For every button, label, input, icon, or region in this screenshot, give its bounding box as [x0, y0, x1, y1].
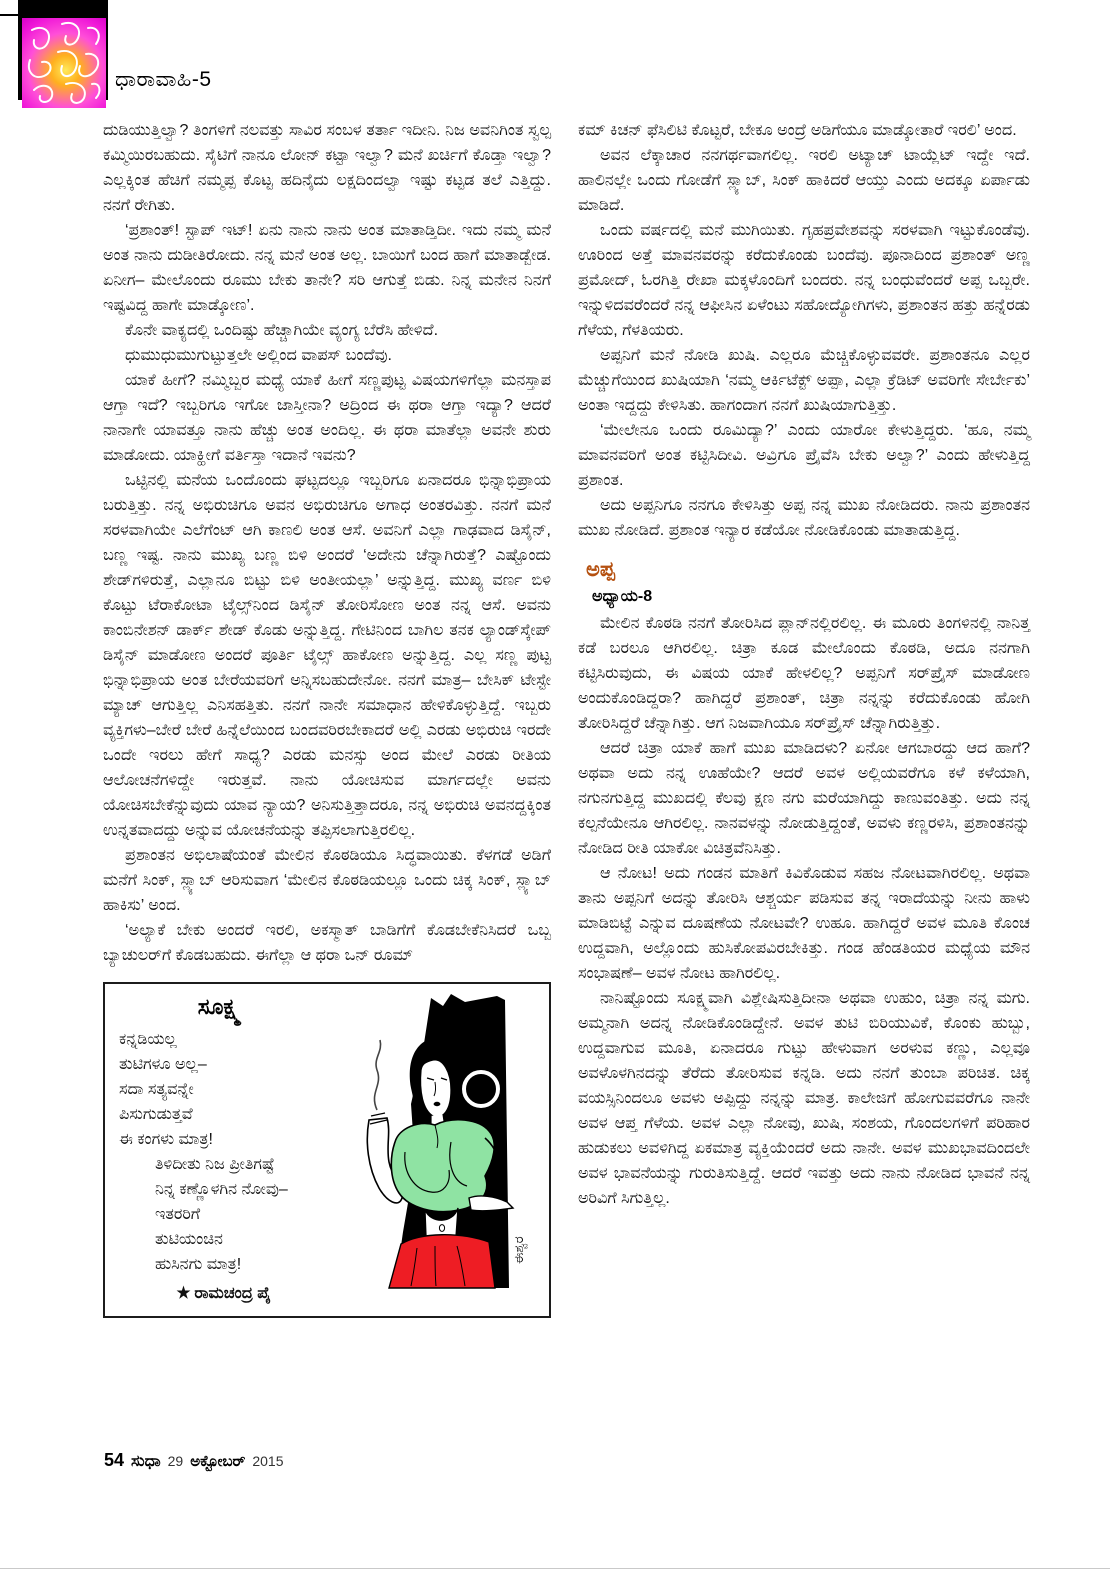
poem-line: ಸದಾ ಸತ್ಯವನ್ನೇ: [119, 1081, 194, 1098]
poem-title: ಸೂಕ್ಷ್ಮ: [197, 994, 241, 1019]
paragraph: ದುಡಿಯುತ್ತಿಲ್ವಾ? ತಿಂಗಳಿಗೆ ನಲವತ್ತು ಸಾವಿರ ಸಂಬಳ ತರ್ತಾ ಇದೀನಿ. ನಿಜ ಅವನಿಗಿಂತ ಸ್ವಲ್ಪ ಕಮ್ಮಿಯಿರಬಹುದು. ಸೈಟಿಗೆ ನಾನೂ ಲೋನ್ ಕಟ್ಟಾ ಇಲ್ವಾ? ಮನೆ ಖರ್ಚಿಗೆ ಕೊಡ್ತಾ ಇಲ್ವಾ? ಎಲ್ಲಕ್ಕಿಂತ ಹೆಚಿಗೆ ನಮ್ಮಪ್ಪ ಕೊಟ್ಟ ಹದಿನೈದು ಲಕ್ಷದಿಂದಲ್ವಾ ಇಷ್ಟು ಕಟ್ಟಡ ತಲೆ ಎತ್ತಿದ್ದು. ನನಗೆ ರೇಗಿತು.: [103, 122, 551, 214]
right-column: [578, 118, 1030, 1211]
paragraph: ಕೊನೇ ವಾಕ್ಯದಲ್ಲಿ ಒಂದಿಷ್ಟು ಹೆಚ್ಚಾಗಿಯೇ ವ್ಯಂಗ್ಯ ಬೆರೆಸಿ ಹೇಳಿದೆ.: [125, 322, 439, 339]
poem-line: ಪಿಸುಗುಡುತ್ತವೆ: [119, 1106, 193, 1123]
section-title: ಅಪ್ಪ: [586, 558, 615, 581]
paragraph: ‘ಅಲ್ಯಾಕೆ ಬೇಕು ಅಂದರೆ ಇರಲಿ, ಅಕಸ್ಮಾತ್ ಬಾಡಿಗೆಗೆ ಕೊಡಬೇಕೆನಿಸಿದರೆ ಒಬ್ಬ ಬ್ಯಾಚುಲರ್‌ಗೆ ಕೊಡಬಹುದು. ಈಗೆಲ್ಲಾ ಆ ಥರಾ ಒನ್ ರೂಮ್: [103, 922, 551, 964]
poem-line: ತುಟಿಯಂಚಿನ: [155, 1231, 223, 1248]
paragraph: ಅವನ ಲೆಕ್ಕಾಚಾರ ನನಗರ್ಥವಾಗಲಿಲ್ಲ. ಇರಲಿ ಅಟ್ಯಾಚ್ ಟಾಯ್ಲೆಟ್ ಇದ್ದೇ ಇದೆ. ಹಾಲಿನಲ್ಲೇ ಒಂದು ಗೋಡೆಗೆ ಸ್ಲ್ಯಾಬ್, ಸಿಂಕ್ ಹಾಕಿದರೆ ಆಯ್ತು ಎಂದು ಅದಕ್ಕೂ ಏರ್ಪಾಡು ಮಾಡಿದೆ.: [578, 147, 1030, 214]
paragraph: ನಾನಿಷ್ಟೊಂದು ಸೂಕ್ಷ್ಮವಾಗಿ ವಿಶ್ಲೇಷಿಸುತ್ತಿದೀನಾ ಅಥವಾ ಉಹುಂ, ಚಿತ್ರಾ ನನ್ನ ಮಗು. ಅಮ್ಮನಾಗಿ ಅದನ್ನ ನೋಡಿಕೊಂಡಿದ್ದೇನೆ. ಅವಳ ತುಟಿ ಬಿರಿಯುವಿಕೆ, ಕೊಂಕು ಹುಬ್ಬು, ಉದ್ದವಾಗುವ ಮೂತಿ, ಏನಾದರೂ ಗುಟ್ಟು ಹೇಳುವಾಗ ಅರಳುವ ಕಣ್ಣು, ಎಲ್ಲವೂ ಅವಳೊಳಗಿನದನ್ನು ತೆರೆದು ತೋರಿಸುವ ಕನ್ನಡಿ. ಅದು ನನಗೆ ತುಂಬಾ ಪರಿಚಿತ. ಚಿಕ್ಕ ವಯಸ್ಸಿನಿಂದಲೂ ಅವಳು ಅಪ್ಪಿದ್ದು ನನ್ನನ್ನು ಮಾತ್ರ. ಕಾಲೇಜಿಗೆ ಹೋಗುವವರೆಗೂ ನಾನೇ ಅವಳ ಆಪ್ತ ಗೆಳೆಯ. ಅವಳ ಎಲ್ಲಾ ನೋವು, ಖುಷಿ, ಸಂಶಯ, ಗೊಂದಲಗಳಿಗೆ ಪರಿಹಾರ ಹುಡುಕಲು ಅವಳಿಗಿದ್ದ ಏಕಮಾತ್ರ ವ್ಯಕ್ತಿಯೆಂದರೆ ಅದು ನಾನೇ. ಅವಳ ಮುಖಭಾವದಿಂದಲೇ ಅವಳ ಭಾವನೆಯನ್ನು ಗುರುತಿಸುತ್ತಿದ್ದೆ. ಆದರೆ ಇವತ್ತು ಅದು ನಾನು ನೋಡಿದ ಭಾವನೆ ನನ್ನ ಅರಿವಿಗೆ ಸಿಗುತ್ತಿಲ್ಲ.: [578, 990, 1030, 1207]
paragraph: ಒಟ್ಟಿನಲ್ಲಿ ಮನೆಯ ಒಂದೊಂದು ಘಟ್ಟದಲ್ಲೂ ಇಬ್ಬರಿಗೂ ಏನಾದರೂ ಭಿನ್ನಾಭಿಪ್ರಾಯ ಬರುತ್ತಿತ್ತು. ನನ್ನ ಅಭಿರುಚಿಗೂ ಅವನ ಅಭಿರುಚಿಗೂ ಅಗಾಧ ಅಂತರವಿತ್ತು. ನನಗೆ ಮನೆ ಸರಳವಾಗಿಯೇ ಎಲೆಗೆಂಟ್ ಆಗಿ ಕಾಣಲಿ ಅಂತ ಆಸೆ. ಅವನಿಗೆ ಎಲ್ಲಾ ಗಾಢವಾದ ಡಿಸೈನ್, ಬಣ್ಣ ಇಷ್ಟ. ನಾನು ಮುಖ್ಯ ಬಣ್ಣ ಬಿಳಿ ಅಂದರೆ ‘ಅದೇನು ಚೆನ್ನಾಗಿರುತ್ತೆ? ಎಷ್ಟೊಂದು ಶೇಡ್‌ಗಳಿರುತ್ತೆ, ಎಲ್ಲಾನೂ ಬಿಟ್ಟು ಬಿಳಿ ಅಂತೀಯಲ್ಲಾ’ ಅನ್ನುತ್ತಿದ್ದ. ಮುಖ್ಯ ವರ್ಣ ಬಿಳಿ ಕೊಟ್ಟು ಟೆರಾಕೋಟಾ ಟೈಲ್ಸ್‌ನಿಂದ ಡಿಸೈನ್ ತೋರಿಸೋಣ ಅಂತ ನನ್ನ ಆಸೆ. ಅವನು ಕಾಂಬಿನೇಶನ್ ಡಾರ್ಕ್ ಶೇಡ್ ಕೊಡು ಅನ್ನುತ್ತಿದ್ದ. ಗೇಟಿನಿಂದ ಬಾಗಿಲ ತನಕ ಲ್ಯಾಂಡ್‌ಸ್ಕೇಪ್ ಡಿಸೈನ್ ಮಾಡೋಣ ಅಂದರೆ ಪೂರ್ತಿ ಟೈಲ್ಸ್ ಹಾಕೋಣ ಅನ್ನುತ್ತಿದ್ದ. ಎಲ್ಲ ಸಣ್ಣ ಪುಟ್ಟ ಭಿನ್ನಾಭಿಪ್ರಾಯ ಅಂತ ಬೇರೆಯವರಿಗೆ ಅನ್ನಿಸಬಹುದೇನೋ. ನನಗೆ ಮಾತ್ರ– ಬೇಸಿಕ್ ಟೇಸ್ಟೇ ಮ್ಯಾಚ್ ಆಗುತ್ತಿಲ್ಲ ಎನಿಸಹತ್ತಿತು. ನನಗೆ ನಾನೇ ಸಮಾಧಾನ ಹೇಳಿಕೊಳ್ಳುತ್ತಿದ್ದೆ. ಇಬ್ಬರು ವ್ಯಕ್ತಿಗಳು–ಬೇರೆ ಬೇರೆ ಹಿನ್ನೆಲೆಯಿಂದ ಬಂದವರಿರಬೇಕಾದರೆ ಅಲ್ಲಿ ಎರಡು ಅಭಿರುಚಿ ಇರದೇ ಒಂದೇ ಇರಲು ಹೇಗೆ ಸಾಧ್ಯ? ಎರಡು ಮನಸ್ಸು ಅಂದ ಮೇಲೆ ಎರಡು ರೀತಿಯ ಆಲೋಚನೆಗಳಿದ್ದೇ ಇರುತ್ತವೆ. ನಾನು ಯೋಚಿಸುವ ಮಾರ್ಗದಲ್ಲೇ ಅವನು ಯೋಚಿಸಬೇಕೆನ್ನುವುದು ಯಾವ ನ್ಯಾಯ? ಅನಿಸುತ್ತಿತ್ತಾದರೂ, ನನ್ನ ಅಭಿರುಚಿ ಅವನದ್ದಕ್ಕಿಂತ ಉನ್ನತವಾದದ್ದು ಅನ್ನುವ ಯೋಚನೆಯನ್ನು ತಪ್ಪಿಸಲಾಗುತ್ತಿರಲಿಲ್ಲ.: [103, 472, 551, 839]
poem-stanza-1: [119, 1027, 333, 1152]
paragraph: ಮೇಲಿನ ಕೊಠಡಿ ನನಗೆ ತೋರಿಸಿದ ಪ್ಲಾನ್‌ನಲ್ಲಿರಲಿಲ್ಲ. ಈ ಮೂರು ತಿಂಗಳಿನಲ್ಲಿ ನಾನಿತ್ತ ಕಡೆ ಬರಲೂ ಆಗಿರಲಿಲ್ಲ. ಚಿತ್ರಾ ಕೂಡ ಮೇಲೊಂದು ಕೊಠಡಿ, ಅದೂ ನನಗಾಗಿ ಕಟ್ಟಿಸಿರುವುದು, ಈ ವಿಷಯ ಯಾಕೆ ಹೇಳಲಿಲ್ಲ? ಅಪ್ಪನಿಗೆ ಸರ್‌ಪ್ರೈಸ್ ಮಾಡೋಣ ಅಂದುಕೊಂಡಿದ್ದರಾ? ಹಾಗಿದ್ದರೆ ಪ್ರಶಾಂತ್, ಚಿತ್ರಾ ನನ್ನನ್ನು ಕರೆದುಕೊಂಡು ಹೋಗಿ ತೋರಿಸಿದ್ದರೆ ಚೆನ್ನಾಗಿತ್ತು. ಆಗ ನಿಜವಾಗಿಯೂ ಸರ್‌ಪ್ರೈಸ್ ಚೆನ್ನಾಗಿರುತ್ತಿತ್ತು.: [578, 615, 1030, 732]
paragraph: ಪ್ರಶಾಂತನ ಅಭಿಲಾಷೆಯಂತೆ ಮೇಲಿನ ಕೊಠಡಿಯೂ ಸಿದ್ಧವಾಯಿತು. ಕೆಳಗಡೆ ಅಡಿಗೆ ಮನೆಗೆ ಸಿಂಕ್, ಸ್ಲ್ಯಾಬ್ ಆರಿಸುವಾಗ ‘ಮೇಲಿನ ಕೊಠಡಿಯಲ್ಲೂ ಒಂದು ಚಿಕ್ಕ ಸಿಂಕ್, ಸ್ಲ್ಯಾಬ್ ಹಾಕಿಸು’ ಅಂದ.: [103, 847, 551, 914]
paragraph: ಕಮ್ ಕಿಚನ್ ಫೆಸಿಲಿಟಿ ಕೊಟ್ಟರೆ, ಬೇಕೂ ಅಂದ್ರೆ ಅಡಿಗೆಯೂ ಮಾಡ್ಕೋತಾರೆ ಇರಲಿ’ ಅಂದ.: [578, 122, 1017, 139]
paragraph: ಆದರೆ ಚಿತ್ರಾ ಯಾಕೆ ಹಾಗೆ ಮುಖ ಮಾಡಿದಳು? ಏನೋ ಆಗಬಾರದ್ದು ಆದ ಹಾಗೆ? ಅಥವಾ ಅದು ನನ್ನ ಊಹೆಯೇ? ಆದರೆ ಅವಳ ಅಲ್ಲಿಯವರೆಗೂ ಕಳೆ ಕಳೆಯಾಗಿ, ನಗುನಗುತ್ತಿದ್ದ ಮುಖದಲ್ಲಿ ಕೆಲವು ಕ್ಷಣ ನಗು ಮರೆಯಾಗಿದ್ದು ಕಾಣುವಂತಿತ್ತು. ಅದು ನನ್ನ ಕಲ್ಪನೆಯೇನೂ ಆಗಿರಲಿಲ್ಲ. ನಾನವಳನ್ನು ನೋಡುತ್ತಿದ್ದಂತೆ, ಅವಳು ಕಣ್ಣರಳಿಸಿ, ಪ್ರಶಾಂತನನ್ನು ನೋಡಿದ ರೀತಿ ಯಾಕೋ ವಿಚಿತ್ರವೆನಿಸಿತ್ತು.: [578, 740, 1030, 857]
paragraph: ‘ಮೇಲೇನೂ ಒಂದು ರೂಮಿದ್ಯಾ?’ ಎಂದು ಯಾರೋ ಕೇಳುತ್ತಿದ್ದರು. ‘ಹೂ, ನಮ್ಮ ಮಾವನವರಿಗೆ ಅಂತ ಕಟ್ಟಿಸಿದೀವಿ. ಅವ್ರಿಗೂ ಪ್ರೈವೆಸಿ ಬೇಕು ಅಲ್ವಾ?’ ಎಂದು ಹೇಳುತ್ತಿದ್ದ ಪ್ರಶಾಂತ.: [578, 422, 1030, 489]
paragraph: ‘ಪ್ರಶಾಂತ್! ಸ್ಟಾಪ್ ಇಟ್! ಏನು ನಾನು ನಾನು ಅಂತ ಮಾತಾಡ್ತಿದೀ. ಇದು ನಮ್ಮ ಮನೆ ಅಂತ ನಾನು ದುಡೀತಿರೋದು. ನನ್ನ ಮನೆ ಅಂತ ಅಲ್ಲ. ಬಾಯಿಗೆ ಬಂದ ಹಾಗೆ ಮಾತಾಡ್ಬೇಡ. ಏನೀಗ– ಮೇಲೊಂದು ರೂಮು ಬೇಕು ತಾನೇ? ಸರಿ ಆಗುತ್ತೆ ಬಿಡು. ನಿನ್ನ ಮನೇನ ನಿನಗೆ ಇಷ್ಟವಿದ್ದ ಹಾಗೇ ಮಾಡ್ಕೋಣ’.: [103, 222, 551, 314]
poem-line: ತುಟಿಗಳೂ ಅಲ್ಲ–: [119, 1056, 207, 1073]
paragraph: ಧುಮುಧುಮುಗುಟ್ಟುತ್ತಲೇ ಅಲ್ಲಿಂದ ವಾಪಸ್ ಬಂದೆವು.: [125, 347, 392, 364]
left-column-paragraphs: [103, 118, 551, 968]
right-column-paragraphs-bottom: [578, 611, 1030, 1211]
woman-smoking-illustration: [339, 992, 539, 1306]
poem-line: ಇತರರಿಗೆ: [155, 1206, 201, 1223]
magazine-name: ಸುಧಾ: [131, 1453, 161, 1470]
right-column-paragraphs-top: [578, 118, 1030, 543]
chapter-heading: ಅಧ್ಯಾಯ-8: [592, 588, 653, 605]
serial-logo-icon: [22, 18, 106, 108]
poem-line: ಕನ್ನಡಿಯಲ್ಲ: [119, 1031, 177, 1048]
poem-box: [103, 982, 551, 1318]
swirl-pattern-icon: [22, 18, 106, 108]
paragraph: ಆ ನೋಟ! ಅದು ಗಂಡನ ಮಾತಿಗೆ ಕಿವಿಕೊಡುವ ಸಹಜ ನೋಟವಾಗಿರಲಿಲ್ಲ. ಅಥವಾ ತಾನು ಅಪ್ಪನಿಗೆ ಅದನ್ನು ತೋರಿಸಿ ಆಶ್ಚರ್ಯ ಪಡಿಸುವ ತನ್ನ ಇರಾದೆಯನ್ನು ನೀನು ಹಾಳು ಮಾಡಿಬಿಟ್ಟೆ ಎನ್ನುವ ದೂಷಣೆಯ ನೋಟವೇ? ಉಹೂ. ಹಾಗಿದ್ದರೆ ಅವಳ ಮೂತಿ ಕೊಂಚ ಉದ್ದವಾಗಿ, ಅಲ್ಲೊಂದು ಹುಸಿಕೋಪವಿರಬೇಕಿತ್ತು. ಗಂಡ ಹೆಂಡತಿಯರ ಮಧ್ಯೆಯ ಮೌನ ಸಂಭಾಷಣೆ– ಅವಳ ನೋಟ ಹಾಗಿರಲಿಲ್ಲ.: [578, 865, 1030, 982]
poem-line: ತಿಳಿದೀತು ನಿಜ ಪ್ರೀತಿಗಷ್ಟೆ: [155, 1156, 275, 1173]
poem-line: ಈ ಕಂಗಳು ಮಾತ್ರ!: [119, 1131, 213, 1148]
woman-illustration-icon: [339, 992, 539, 1292]
issue-year: 2015: [252, 1453, 284, 1469]
issue-month: ಅಕ್ಟೋಬರ್: [190, 1453, 246, 1470]
poem-attribution: ★ ರಾಮಚಂದ್ರ ಪೈ: [177, 1285, 271, 1302]
issue-day: 29: [167, 1453, 184, 1469]
paragraph: ಅದು ಅಪ್ಪನಿಗೂ ನನಗೂ ಕೇಳಿಸಿತ್ತು ಅಪ್ಪ ನನ್ನ ಮುಖ ನೋಡಿದರು. ನಾನು ಪ್ರಶಾಂತನ ಮುಖ ನೋಡಿದೆ. ಪ್ರಶಾಂತ ಇನ್ಯಾರ ಕಡೆಯೋ ನೋಡಿಕೊಂಡು ಮಾತಾಡುತ್ತಿದ್ದ.: [578, 497, 1030, 539]
paragraph: ಒಂದು ವರ್ಷದಲ್ಲಿ ಮನೆ ಮುಗಿಯಿತು. ಗೃಹಪ್ರವೇಶವನ್ನು ಸರಳವಾಗಿ ಇಟ್ಟುಕೊಂಡೆವು. ಊರಿಂದ ಅತ್ತೆ ಮಾವನವರನ್ನು ಕರೆದುಕೊಂಡು ಬಂದೆವು. ಪೂನಾದಿಂದ ಪ್ರಶಾಂತ್ ಅಣ್ಣ ಪ್ರಮೋದ್, ಓರಗಿತ್ತಿ ರೇಖಾ ಮಕ್ಕಳೊಂದಿಗೆ ಬಂದರು. ನನ್ನ ಬಂಧುವೆಂದರೆ ಅಪ್ಪ ಒಬ್ಬರೇ. ಇನ್ನುಳಿದವರೆಂದರೆ ನನ್ನ ಆಫೀಸಿನ ಏಳೆಂಟು ಸಹೋದ್ಯೋಗಿಗಳು, ಪ್ರಶಾಂತನ ಹತ್ತು ಹನ್ನೆರಡು ಗೆಳೆಯ, ಗೆಳತಿಯರು.: [578, 222, 1030, 339]
paragraph: ಯಾಕೆ ಹೀಗೆ? ನಮ್ಮಿಬ್ಬರ ಮಧ್ಯೆ ಯಾಕೆ ಹೀಗೆ ಸಣ್ಣಪುಟ್ಟ ವಿಷಯಗಳಿಗೆಲ್ಲಾ ಮನಸ್ತಾಪ ಆಗ್ತಾ ಇದೆ? ಇಬ್ಬರಿಗೂ ಇಗೋ ಜಾಸ್ತೀನಾ? ಅದ್ರಿಂದ ಈ ಥರಾ ಆಗ್ತಾ ಇದ್ಯಾ? ಆದರೆ ನಾನಾಗೇ ಯಾವತ್ತೂ ನಾನು ಹೆಚ್ಚು ಅಂತ ಅಂದಿಲ್ಲ. ಈ ಥರಾ ಮಾತೆಲ್ಲಾ ಅವನೇ ಶುರು ಮಾಡೋದು. ಯಾಕ್ಹೀಗೆ ವರ್ತಿಸ್ತಾ ಇದಾನೆ ಇವನು?: [103, 372, 551, 464]
bottom-rule: [0, 1568, 1110, 1569]
poem-line: ನಿನ್ನ ಕಣ್ಣೊಳಗಿನ ನೋವು–: [155, 1181, 288, 1198]
poem: [119, 992, 333, 1306]
page-number: 54: [104, 1450, 125, 1470]
left-column: [103, 118, 551, 1318]
artist-signature: ಈಶ್ವರ: [511, 1236, 526, 1264]
page-footer: [104, 1450, 284, 1471]
poem-line: ಹುಸಿನಗು ಮಾತ್ರ!: [155, 1256, 242, 1273]
header-rule: [0, 14, 20, 16]
poem-stanza-2: [119, 1152, 333, 1277]
paragraph: ಅಪ್ಪನಿಗೆ ಮನೆ ನೋಡಿ ಖುಷಿ. ಎಲ್ಲರೂ ಮೆಚ್ಚಿಕೊಳ್ಳುವವರೇ. ಪ್ರಶಾಂತನೂ ಎಲ್ಲರ ಮೆಚ್ಚುಗೆಯಿಂದ ಖುಷಿಯಾಗಿ ‘ನಮ್ಮ ಆರ್ಕಿಟೆಕ್ಟ್ ಅಪ್ಪಾ, ಎಲ್ಲಾ ಕ್ರೆಡಿಟ್ ಅವರಿಗೇ ಸೇರ್ಬೇಕು’ ಅಂತಾ ಇದ್ದದ್ದು ಕೇಳಿಸಿತು. ಹಾಗಂದಾಗ ನನಗೆ ಖುಷಿಯಾಗುತ್ತಿತ್ತು.: [578, 347, 1030, 414]
serial-title: ಧಾರಾವಾಹಿ-5: [115, 68, 212, 91]
